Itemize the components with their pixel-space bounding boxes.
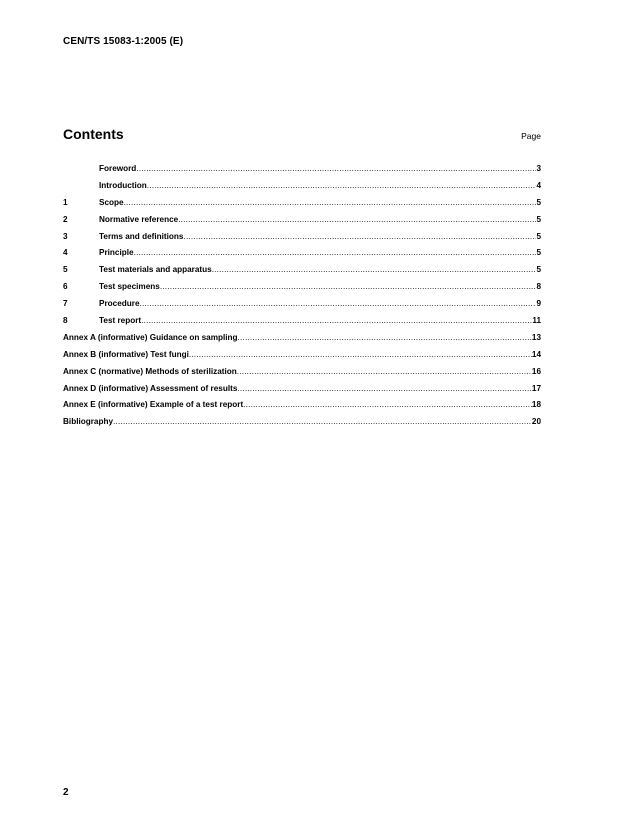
- contents-header: [63, 126, 541, 146]
- toc-entry-page: 9: [536, 299, 541, 309]
- toc-entry[interactable]: [63, 215, 541, 232]
- toc-entry-page: 3: [536, 164, 541, 173]
- page-number: 2: [63, 787, 69, 798]
- toc-entry-title: Test specimens: [99, 282, 160, 292]
- toc-entry-title: Terms and definitions: [99, 231, 184, 241]
- toc-entry-title: Foreword: [99, 164, 137, 173]
- toc-entry-number: 8: [63, 316, 68, 326]
- toc-entry[interactable]: [63, 316, 541, 333]
- toc-entry[interactable]: [63, 333, 541, 350]
- toc-entry[interactable]: [63, 367, 541, 384]
- toc-leader-dots: [113, 417, 532, 426]
- toc-entry[interactable]: [63, 164, 541, 181]
- toc-entry-title: Bibliography: [63, 417, 114, 427]
- toc-entry-page: 5: [536, 265, 541, 275]
- toc-entry-title: Annex A (informative) Guidance on sampling: [63, 332, 238, 342]
- toc-entry-page: 20: [531, 417, 541, 427]
- toc-leader-dots: [134, 248, 537, 257]
- toc-entry[interactable]: [63, 400, 541, 417]
- toc-entry-page: 8: [536, 282, 541, 292]
- toc-entry-page: 4: [536, 180, 541, 190]
- contents-title: Contents: [63, 126, 124, 142]
- toc-entry-title: Test report: [99, 316, 142, 326]
- toc-entry[interactable]: [63, 384, 541, 401]
- toc-entry[interactable]: [63, 282, 541, 299]
- toc-leader-dots: [141, 316, 532, 325]
- toc-entry-title: Annex C (normative) Methods of sterilization: [63, 366, 237, 376]
- toc-leader-dots: [238, 333, 532, 342]
- toc-entry-title: Procedure: [99, 299, 140, 309]
- toc-entry-number: 7: [63, 299, 68, 309]
- toc-leader-dots: [160, 282, 537, 291]
- toc-entry-page: 14: [531, 349, 541, 359]
- toc-entry-title: Scope: [99, 197, 124, 207]
- toc-leader-dots: [147, 181, 537, 190]
- toc-entry[interactable]: [63, 417, 541, 434]
- toc-entry-page: 17: [531, 383, 541, 393]
- toc-entry-title: Introduction: [99, 180, 147, 190]
- toc-leader-dots: [178, 215, 536, 224]
- toc-entry-page: 11: [532, 316, 541, 326]
- toc-entry[interactable]: [63, 232, 541, 249]
- toc-leader-dots: [237, 384, 531, 393]
- page-column-label: Page: [521, 131, 541, 141]
- toc-leader-dots: [237, 367, 532, 376]
- toc-leader-dots: [243, 400, 532, 409]
- toc-leader-dots: [183, 232, 536, 241]
- toc-entry-title: Principle: [99, 248, 134, 258]
- toc-entry-number: 3: [63, 231, 68, 241]
- toc-leader-dots: [212, 265, 537, 274]
- toc-entry-number: 2: [63, 214, 68, 224]
- toc-entry-page: 13: [531, 332, 541, 342]
- toc-entry-title: Annex E (informative) Example of a test report: [63, 400, 244, 410]
- toc-entry-title: Normative reference: [99, 214, 179, 224]
- toc-entry[interactable]: [63, 198, 541, 215]
- toc-entry[interactable]: [63, 265, 541, 282]
- toc-entry-number: 4: [63, 248, 68, 258]
- toc-entry-title: Annex B (informative) Test fungi: [63, 349, 189, 359]
- toc-entry-number: 1: [63, 197, 68, 207]
- toc-entry-page: 5: [536, 231, 541, 241]
- toc-entry[interactable]: [63, 248, 541, 265]
- toc-leader-dots: [189, 350, 532, 359]
- toc-entry-title: Test materials and apparatus: [99, 265, 212, 275]
- toc-leader-dots: [140, 299, 537, 308]
- toc-entry-title: Annex D (informative) Assessment of results: [63, 383, 238, 393]
- table-of-contents: [63, 164, 541, 434]
- toc-entry-page: 18: [531, 400, 541, 410]
- toc-entry-page: 16: [531, 366, 541, 376]
- toc-entry[interactable]: [63, 350, 541, 367]
- toc-entry[interactable]: [63, 299, 541, 316]
- toc-entry-page: 5: [536, 248, 541, 258]
- toc-entry-page: 5: [536, 197, 541, 207]
- toc-entry[interactable]: [63, 181, 541, 198]
- document-id: CEN/TS 15083-1:2005 (E): [63, 36, 184, 47]
- toc-leader-dots: [136, 164, 536, 173]
- toc-leader-dots: [124, 198, 537, 207]
- toc-entry-page: 5: [536, 214, 541, 224]
- toc-entry-number: 5: [63, 265, 68, 275]
- toc-entry-number: 6: [63, 282, 68, 292]
